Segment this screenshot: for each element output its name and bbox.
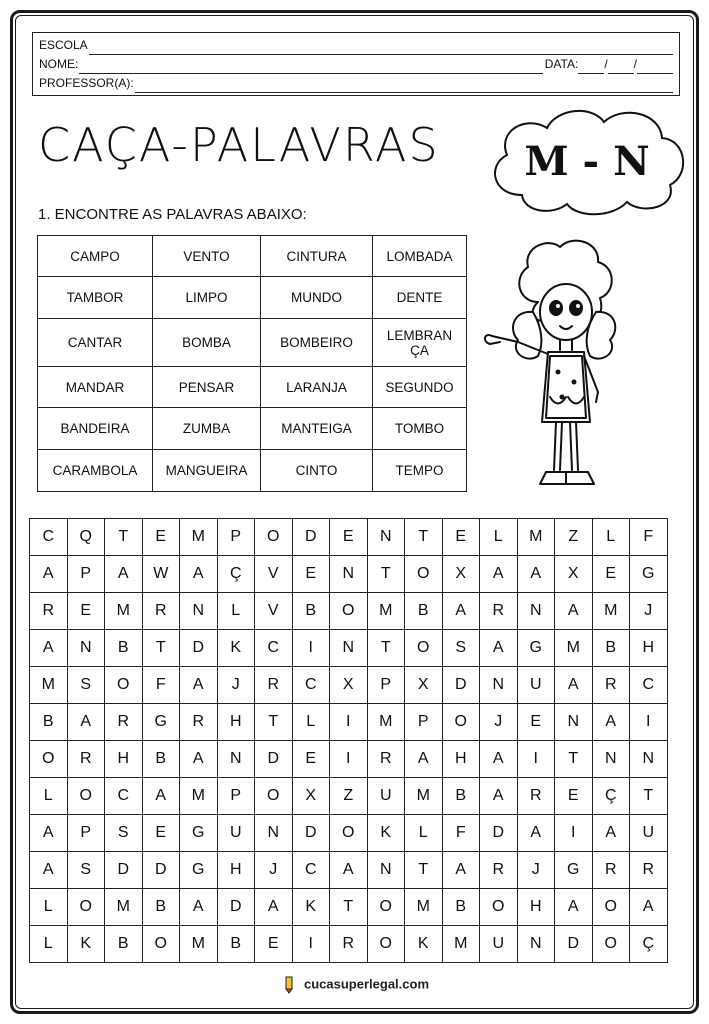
grid-letter[interactable]: A [30, 630, 68, 667]
grid-letter[interactable]: E [555, 778, 593, 815]
grid-letter[interactable]: O [330, 593, 368, 630]
school-label: ESCOLA [39, 38, 88, 52]
grid-letter[interactable]: K [367, 815, 405, 852]
grid-letter[interactable]: A [105, 556, 143, 593]
grid-letter[interactable]: J [630, 593, 668, 630]
grid-letter[interactable]: W [142, 556, 180, 593]
word-cell: TOMBO [373, 408, 467, 450]
grid-letter[interactable]: N [555, 704, 593, 741]
grid-letter[interactable]: B [405, 593, 443, 630]
grid-letter[interactable]: J [217, 667, 255, 704]
grid-letter[interactable]: A [405, 741, 443, 778]
grid-letter[interactable]: M [555, 630, 593, 667]
name-field[interactable] [79, 59, 542, 74]
grid-letter[interactable]: P [217, 519, 255, 556]
grid-letter[interactable]: N [330, 630, 368, 667]
date-label: DATA: [544, 57, 579, 71]
grid-letter[interactable]: M [367, 704, 405, 741]
grid-letter[interactable]: A [30, 556, 68, 593]
grid-letter[interactable]: P [67, 815, 105, 852]
grid-letter[interactable]: K [292, 889, 330, 926]
grid-letter[interactable]: D [292, 815, 330, 852]
word-cell: CARAMBOLA [38, 450, 153, 492]
grid-letter[interactable]: B [105, 630, 143, 667]
grid-letter[interactable]: I [630, 704, 668, 741]
grid-letter[interactable]: I [292, 926, 330, 963]
grid-letter[interactable]: O [367, 889, 405, 926]
name-label: NOME: [39, 57, 79, 71]
grid-letter[interactable]: O [405, 556, 443, 593]
grid-letter[interactable]: A [630, 889, 668, 926]
word-row [38, 277, 467, 319]
grid-letter[interactable]: F [630, 519, 668, 556]
grid-letter[interactable]: M [105, 889, 143, 926]
grid-letter[interactable]: O [442, 704, 480, 741]
grid-letter[interactable]: E [292, 741, 330, 778]
grid-row [30, 852, 668, 889]
grid-letter[interactable]: M [30, 667, 68, 704]
grid-letter[interactable]: A [142, 778, 180, 815]
grid-letter[interactable]: L [480, 519, 518, 556]
grid-letter[interactable]: S [105, 815, 143, 852]
grid-letter[interactable]: O [592, 889, 630, 926]
grid-letter[interactable]: I [330, 741, 368, 778]
grid-row [30, 815, 668, 852]
grid-letter[interactable]: H [217, 704, 255, 741]
grid-letter[interactable]: I [517, 741, 555, 778]
grid-letter[interactable]: U [480, 926, 518, 963]
grid-letter[interactable]: B [217, 926, 255, 963]
grid-letter[interactable]: U [217, 815, 255, 852]
grid-letter[interactable]: T [105, 519, 143, 556]
grid-letter[interactable]: L [30, 889, 68, 926]
grid-letter[interactable]: A [480, 556, 518, 593]
grid-letter[interactable]: J [480, 704, 518, 741]
grid-row [30, 556, 668, 593]
grid-letter[interactable]: H [217, 852, 255, 889]
grid-letter[interactable]: M [405, 889, 443, 926]
grid-row [30, 704, 668, 741]
grid-letter[interactable]: A [180, 667, 218, 704]
grid-letter[interactable]: D [217, 889, 255, 926]
grid-letter[interactable]: R [592, 667, 630, 704]
date-group [545, 55, 673, 74]
grid-letter[interactable]: O [480, 889, 518, 926]
grid-letter[interactable]: M [592, 593, 630, 630]
grid-letter[interactable]: J [255, 852, 293, 889]
grid-letter[interactable]: S [67, 667, 105, 704]
grid-letter[interactable]: D [255, 741, 293, 778]
grid-letter[interactable]: V [255, 556, 293, 593]
grid-letter[interactable]: A [480, 741, 518, 778]
word-row [38, 319, 467, 367]
grid-letter[interactable]: A [180, 741, 218, 778]
word-cell: MANGUEIRA [153, 450, 261, 492]
grid-letter[interactable]: D [105, 852, 143, 889]
grid-letter[interactable]: B [30, 704, 68, 741]
grid-letter[interactable]: X [405, 667, 443, 704]
grid-letter[interactable]: S [442, 630, 480, 667]
grid-letter[interactable]: D [180, 630, 218, 667]
grid-letter[interactable]: M [442, 926, 480, 963]
grid-row [30, 593, 668, 630]
grid-letter[interactable]: N [67, 630, 105, 667]
grid-letter[interactable]: F [142, 667, 180, 704]
grid-letter[interactable]: T [405, 519, 443, 556]
grid-letter[interactable]: T [367, 630, 405, 667]
website-url[interactable]: cucasuperlegal.com [304, 976, 429, 992]
grid-letter[interactable]: S [67, 852, 105, 889]
grid-letter[interactable]: K [405, 926, 443, 963]
grid-letter[interactable]: M [105, 593, 143, 630]
grid-letter[interactable]: H [630, 630, 668, 667]
date-year-field[interactable] [637, 61, 673, 74]
grid-letter[interactable]: A [67, 704, 105, 741]
grid-letter[interactable]: O [67, 889, 105, 926]
grid-letter[interactable]: L [217, 593, 255, 630]
word-cell: BOMBA [153, 319, 261, 367]
grid-letter[interactable]: I [330, 704, 368, 741]
grid-letter[interactable]: A [255, 889, 293, 926]
grid-letter[interactable]: R [255, 667, 293, 704]
footer [0, 976, 709, 994]
school-field[interactable] [89, 40, 673, 55]
grid-letter[interactable]: A [592, 704, 630, 741]
grid-letter[interactable]: A [517, 556, 555, 593]
grid-letter[interactable]: V [255, 593, 293, 630]
grid-letter[interactable]: T [367, 556, 405, 593]
grid-letter[interactable]: F [442, 815, 480, 852]
grid-letter[interactable]: I [555, 815, 593, 852]
grid-letter[interactable]: B [442, 889, 480, 926]
girl-illustration [478, 232, 628, 504]
word-cell: MUNDO [261, 277, 373, 319]
grid-row [30, 889, 668, 926]
grid-letter[interactable]: Ç [217, 556, 255, 593]
word-row [38, 450, 467, 492]
grid-letter[interactable]: D [555, 926, 593, 963]
grid-letter[interactable]: Q [67, 519, 105, 556]
word-cell: VENTO [153, 236, 261, 277]
letters-m-n: M - N [524, 138, 650, 185]
grid-letter[interactable]: D [292, 519, 330, 556]
school-line [39, 36, 673, 55]
grid-letter[interactable]: B [292, 593, 330, 630]
grid-letter[interactable]: E [142, 815, 180, 852]
grid-letter[interactable]: G [517, 630, 555, 667]
grid-letter[interactable]: C [292, 667, 330, 704]
grid-letter[interactable]: O [367, 926, 405, 963]
grid-letter[interactable]: P [405, 704, 443, 741]
grid-letter[interactable]: Ç [592, 778, 630, 815]
grid-letter[interactable]: N [217, 741, 255, 778]
grid-letter[interactable]: A [330, 852, 368, 889]
grid-letter[interactable]: L [405, 815, 443, 852]
page-title: CAÇA-PALAVRAS [38, 118, 440, 172]
grid-letter[interactable]: N [517, 926, 555, 963]
grid-letter[interactable]: A [555, 593, 593, 630]
grid-letter[interactable]: A [555, 667, 593, 704]
word-cell: CINTO [261, 450, 373, 492]
grid-row [30, 667, 668, 704]
grid-letter[interactable]: E [67, 593, 105, 630]
word-cell: CINTURA [261, 236, 373, 277]
word-cell: CANTAR [38, 319, 153, 367]
grid-letter[interactable]: H [517, 889, 555, 926]
grid-letter[interactable]: X [330, 667, 368, 704]
grid-letter[interactable]: O [405, 630, 443, 667]
word-cell: PENSAR [153, 367, 261, 408]
grid-letter[interactable]: O [255, 778, 293, 815]
grid-letter[interactable]: D [480, 815, 518, 852]
grid-letter[interactable]: C [30, 519, 68, 556]
grid-letter[interactable]: N [330, 556, 368, 593]
grid-letter[interactable]: A [442, 593, 480, 630]
date-separator: / [604, 57, 608, 71]
grid-letter[interactable]: O [30, 741, 68, 778]
grid-letter[interactable]: B [105, 926, 143, 963]
word-row [38, 408, 467, 450]
student-info-box [32, 32, 680, 96]
word-cell: ZUMBA [153, 408, 261, 450]
grid-letter[interactable]: G [180, 852, 218, 889]
grid-letter[interactable]: D [442, 667, 480, 704]
name-line [39, 55, 673, 74]
grid-letter[interactable]: N [480, 667, 518, 704]
word-cell: TAMBOR [38, 277, 153, 319]
grid-letter[interactable]: I [292, 630, 330, 667]
grid-letter[interactable]: X [442, 556, 480, 593]
grid-letter[interactable]: H [442, 741, 480, 778]
word-cell: TEMPO [373, 450, 467, 492]
instruction: 1. ENCONTRE AS PALAVRAS ABAIXO: [38, 206, 307, 223]
grid-letter[interactable]: A [480, 630, 518, 667]
grid-letter[interactable]: Ç [630, 926, 668, 963]
grid-letter[interactable]: E [255, 926, 293, 963]
grid-letter[interactable]: C [292, 852, 330, 889]
word-cell: BOMBEIRO [261, 319, 373, 367]
grid-letter[interactable]: R [330, 926, 368, 963]
grid-letter[interactable]: T [405, 852, 443, 889]
grid-letter[interactable]: B [592, 630, 630, 667]
grid-letter[interactable]: R [592, 852, 630, 889]
word-cell: LARANJA [261, 367, 373, 408]
grid-letter[interactable]: C [630, 667, 668, 704]
grid-letter[interactable]: O [255, 519, 293, 556]
grid-letter[interactable]: R [517, 778, 555, 815]
grid-letter[interactable]: D [142, 852, 180, 889]
word-cell: LEMBRAN ÇA [373, 319, 467, 367]
grid-letter[interactable]: A [30, 852, 68, 889]
grid-letter[interactable]: T [630, 778, 668, 815]
grid-letter[interactable]: G [142, 704, 180, 741]
grid-letter[interactable]: B [142, 889, 180, 926]
date-separator: / [633, 57, 637, 71]
grid-letter[interactable]: E [142, 519, 180, 556]
grid-letter[interactable]: N [367, 852, 405, 889]
grid-letter[interactable]: A [555, 889, 593, 926]
grid-letter[interactable]: R [630, 852, 668, 889]
teacher-label: PROFESSOR(A): [39, 76, 134, 90]
grid-letter[interactable]: O [105, 667, 143, 704]
grid-letter[interactable]: G [555, 852, 593, 889]
grid-row [30, 926, 668, 963]
grid-letter[interactable]: K [217, 630, 255, 667]
grid-letter[interactable]: C [255, 630, 293, 667]
grid-letter[interactable]: G [630, 556, 668, 593]
grid-letter[interactable]: U [367, 778, 405, 815]
grid-letter[interactable]: T [255, 704, 293, 741]
grid-letter[interactable]: U [630, 815, 668, 852]
word-cell: MANTEIGA [261, 408, 373, 450]
word-cell: BANDEIRA [38, 408, 153, 450]
word-cell: SEGUNDO [373, 367, 467, 408]
grid-letter[interactable]: E [592, 556, 630, 593]
grid-letter[interactable]: P [367, 667, 405, 704]
word-cell: MANDAR [38, 367, 153, 408]
date-day-field[interactable] [578, 61, 604, 74]
grid-letter[interactable]: N [367, 519, 405, 556]
grid-row [30, 519, 668, 556]
grid-letter[interactable]: M [405, 778, 443, 815]
grid-letter[interactable]: O [330, 815, 368, 852]
grid-letter[interactable]: N [180, 593, 218, 630]
grid-letter[interactable]: U [517, 667, 555, 704]
grid-letter[interactable]: N [255, 815, 293, 852]
grid-letter[interactable]: H [105, 741, 143, 778]
pencil-logo-icon [280, 976, 298, 994]
grid-letter[interactable]: B [142, 741, 180, 778]
grid-letter[interactable]: T [555, 741, 593, 778]
grid-letter[interactable]: O [67, 778, 105, 815]
grid-letter[interactable]: L [30, 926, 68, 963]
grid-letter[interactable]: R [105, 704, 143, 741]
grid-letter[interactable]: B [442, 778, 480, 815]
grid-letter[interactable]: A [442, 852, 480, 889]
grid-letter[interactable]: A [517, 815, 555, 852]
grid-letter[interactable]: R [180, 704, 218, 741]
word-row [38, 367, 467, 408]
grid-letter[interactable]: R [480, 593, 518, 630]
grid-letter[interactable]: P [217, 778, 255, 815]
word-cell: CAMPO [38, 236, 153, 277]
grid-letter[interactable]: R [30, 593, 68, 630]
grid-letter[interactable]: Z [555, 519, 593, 556]
grid-letter[interactable]: J [517, 852, 555, 889]
grid-letter[interactable]: T [142, 630, 180, 667]
letter-grid [29, 518, 668, 963]
date-month-field[interactable] [608, 61, 634, 74]
grid-letter[interactable]: O [142, 926, 180, 963]
grid-letter[interactable]: N [517, 593, 555, 630]
grid-letter[interactable]: X [555, 556, 593, 593]
grid-letter[interactable]: R [367, 741, 405, 778]
grid-letter[interactable]: L [30, 778, 68, 815]
grid-letter[interactable]: A [592, 815, 630, 852]
grid-letter[interactable]: M [367, 593, 405, 630]
grid-letter[interactable]: A [180, 889, 218, 926]
grid-letter[interactable]: A [480, 778, 518, 815]
grid-letter[interactable]: G [180, 815, 218, 852]
grid-letter[interactable]: M [180, 778, 218, 815]
grid-letter[interactable]: A [180, 556, 218, 593]
word-cell: LOMBADA [373, 236, 467, 277]
grid-letter[interactable]: C [105, 778, 143, 815]
word-cell: DENTE [373, 277, 467, 319]
grid-letter[interactable]: E [330, 519, 368, 556]
grid-letter[interactable]: A [30, 815, 68, 852]
grid-letter[interactable]: N [592, 741, 630, 778]
grid-row [30, 778, 668, 815]
grid-letter[interactable]: N [630, 741, 668, 778]
grid-letter[interactable]: R [480, 852, 518, 889]
grid-row [30, 741, 668, 778]
grid-letter[interactable]: M [180, 519, 218, 556]
word-cell: LIMPO [153, 277, 261, 319]
grid-letter[interactable]: O [592, 926, 630, 963]
grid-letter[interactable]: L [592, 519, 630, 556]
grid-letter[interactable]: E [292, 556, 330, 593]
grid-letter[interactable]: R [67, 741, 105, 778]
grid-letter[interactable]: T [330, 889, 368, 926]
grid-row [30, 630, 668, 667]
grid-letter[interactable]: P [67, 556, 105, 593]
grid-letter[interactable]: X [292, 778, 330, 815]
grid-letter[interactable]: K [67, 926, 105, 963]
grid-letter[interactable]: R [142, 593, 180, 630]
word-list-table [37, 235, 467, 492]
word-row [38, 236, 467, 277]
grid-letter[interactable]: E [517, 704, 555, 741]
grid-letter[interactable]: L [292, 704, 330, 741]
grid-letter[interactable]: E [442, 519, 480, 556]
grid-letter[interactable]: M [517, 519, 555, 556]
teacher-line [39, 74, 673, 93]
grid-letter[interactable]: M [180, 926, 218, 963]
teacher-field[interactable] [135, 78, 673, 93]
grid-letter[interactable]: Z [330, 778, 368, 815]
